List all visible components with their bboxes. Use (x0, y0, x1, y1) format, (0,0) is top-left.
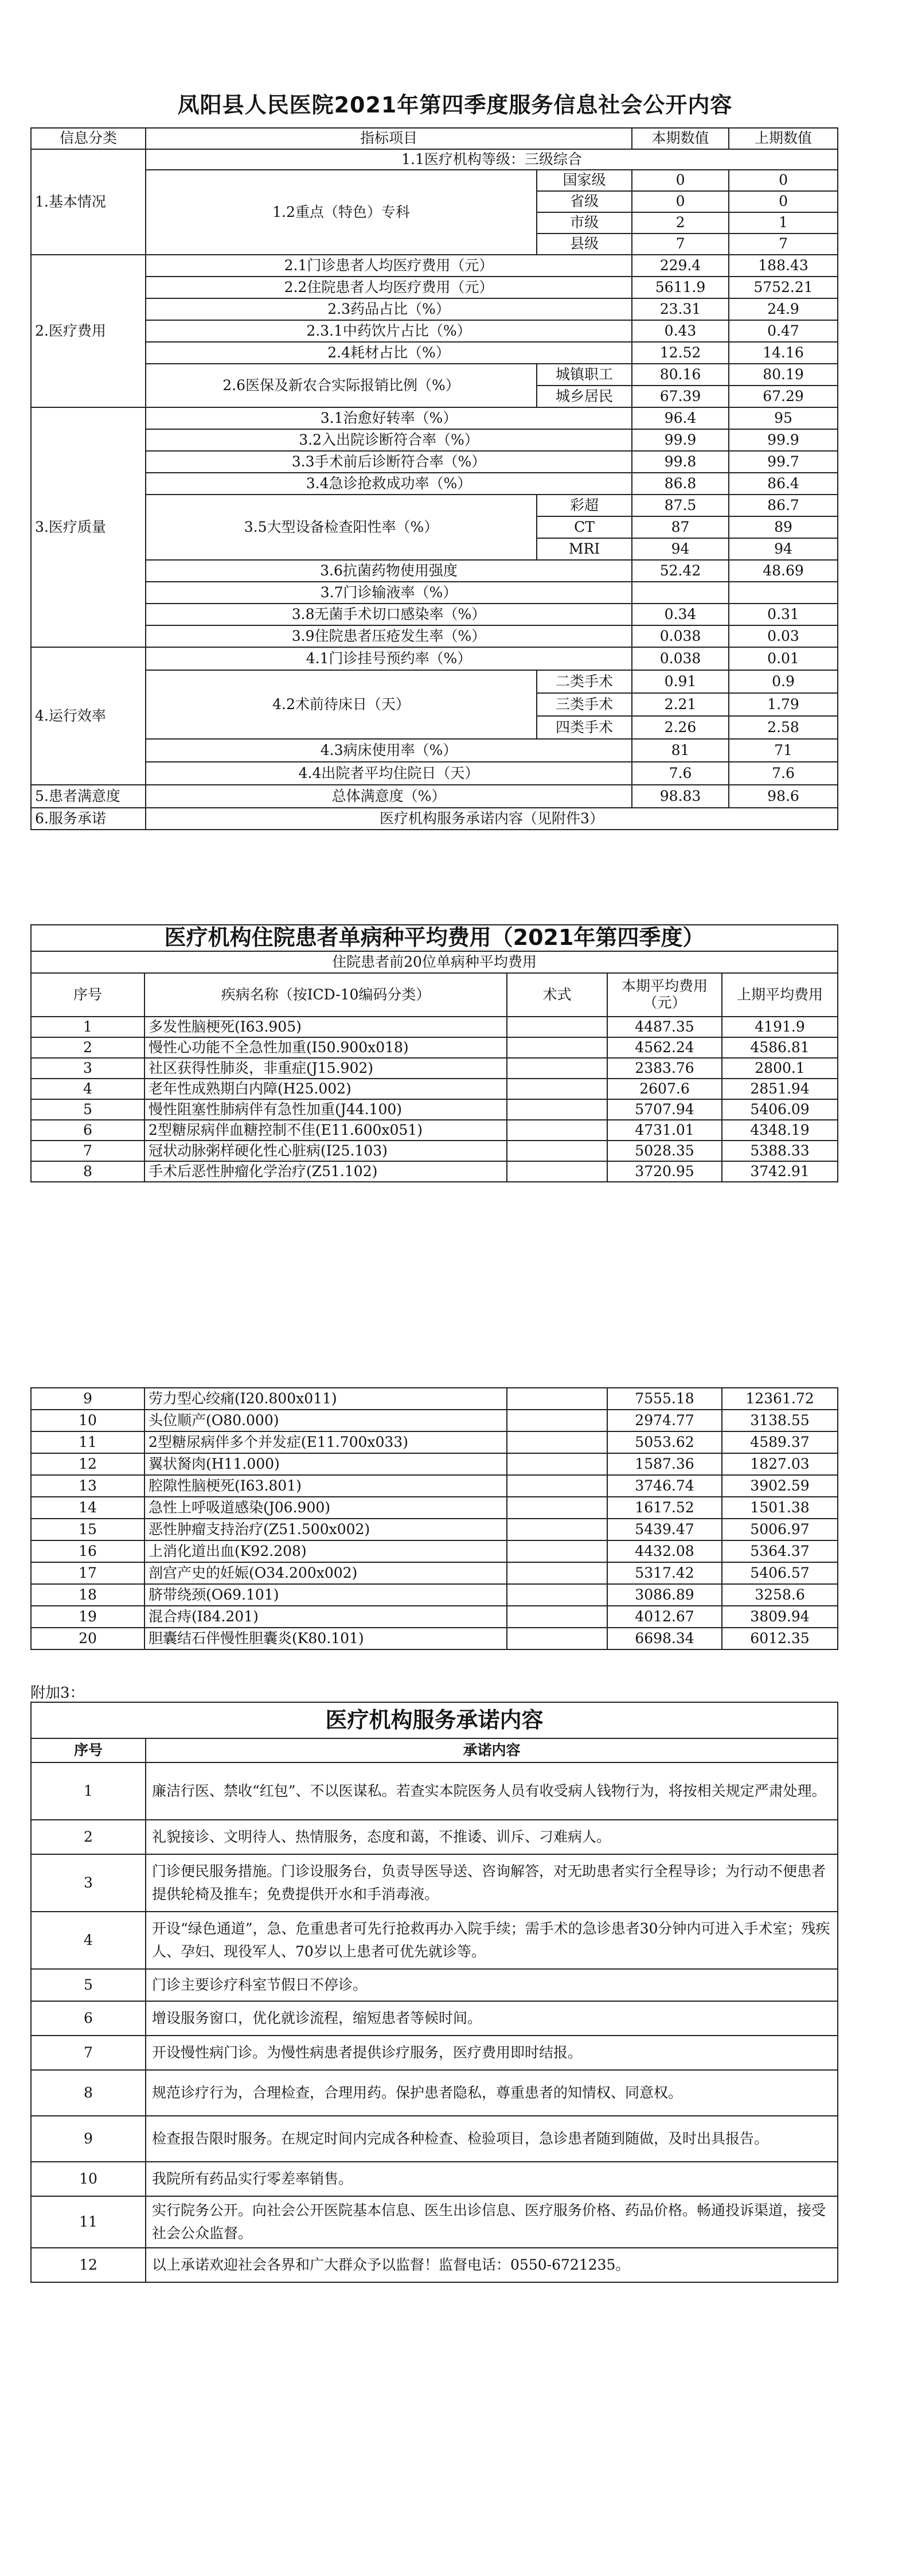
header-category: 信息分类 (31, 128, 146, 149)
specialty-prev: 0 (729, 170, 838, 191)
disease-no: 17 (31, 1562, 144, 1584)
appendix-label: 附加3： (30, 1684, 85, 1702)
specialty-cur: 0 (632, 191, 729, 212)
disease-current-cost: 3746.74 (607, 1475, 722, 1497)
promise-row (31, 2001, 838, 2036)
promise-no: 9 (31, 2116, 146, 2162)
quality-cur: 96.4 (632, 407, 729, 429)
disease-header-surgery: 术式 (507, 973, 607, 1017)
disease-name: 2型糖尿病伴血糖控制不佳(E11.600x051) (144, 1120, 507, 1141)
disease-previous-cost: 3742.91 (722, 1161, 838, 1182)
disease-previous-cost: 3902.59 (722, 1475, 838, 1497)
disease-name: 脐带绕颈(O69.101) (144, 1584, 507, 1606)
disease-name: 慢性阻塞性肺病伴有急性加重(J44.100) (144, 1099, 507, 1120)
disease-name: 社区获得性肺炎，非重症(J15.902) (144, 1058, 507, 1079)
disease-current-cost: 6698.34 (607, 1628, 722, 1649)
cost-item: 2.4耗材占比（%） (146, 342, 632, 364)
cost-cur: 0.43 (632, 320, 729, 342)
disease-previous-cost: 5388.33 (722, 1141, 838, 1161)
promise-row (31, 2162, 838, 2196)
disease-row (31, 1120, 838, 1141)
disease-surgery (507, 1141, 607, 1161)
disease-no: 6 (31, 1120, 144, 1141)
promise-row (31, 1762, 838, 1820)
cost-item: 2.3药品占比（%） (146, 298, 632, 320)
disease-no: 2 (31, 1037, 144, 1058)
disease-surgery (507, 1410, 607, 1431)
specialty-cur: 7 (632, 234, 729, 255)
quality-prev: 48.69 (729, 560, 838, 582)
disease-surgery (507, 1099, 607, 1120)
quality-cur: 0.34 (632, 604, 729, 625)
quality-prev: 99.7 (729, 451, 838, 473)
disease-previous-cost: 5006.97 (722, 1519, 838, 1540)
category-basic: 1.基本情况 (31, 149, 146, 255)
disease-previous-cost: 12361.72 (722, 1388, 838, 1410)
promise-row (31, 2070, 838, 2116)
hospital-level: 1.1医疗机构等级：三级综合 (146, 149, 838, 170)
promise-row (31, 1969, 838, 2001)
disease-current-cost: 4731.01 (607, 1120, 722, 1141)
header-previous: 上期数值 (729, 128, 838, 149)
insurance-prev: 80.19 (729, 364, 838, 386)
commitment-text: 医疗机构服务承诺内容（见附件3） (146, 808, 838, 830)
disease-row (31, 1410, 838, 1431)
disease-no: 11 (31, 1431, 144, 1453)
promise-no: 2 (31, 1820, 146, 1854)
disease-previous-cost: 3809.94 (722, 1606, 838, 1628)
specialty-prev: 7 (729, 234, 838, 255)
specialty-sub: 国家级 (537, 170, 632, 191)
efficiency-prev: 7.6 (729, 762, 838, 785)
promise-no: 11 (31, 2196, 146, 2248)
cost-item: 2.1门诊患者人均医疗费用（元） (146, 255, 632, 277)
cost-prev: 5752.21 (729, 277, 838, 298)
disease-row (31, 1606, 838, 1628)
disease-surgery (507, 1037, 607, 1058)
disease-surgery (507, 1058, 607, 1079)
page-title: 凤阳县人民医院2021年第四季度服务信息社会公开内容 (177, 92, 733, 118)
equipment-item: 3.5大型设备检查阳性率（%） (146, 495, 537, 560)
promise-row (31, 2116, 838, 2162)
specialty-sub: 省级 (537, 191, 632, 212)
quality-cur: 99.8 (632, 451, 729, 473)
disease-name: 胆囊结石伴慢性胆囊炎(K80.101) (144, 1628, 507, 1649)
disease-current-cost: 2607.6 (607, 1079, 722, 1099)
disease-table-part1 (30, 924, 838, 1182)
disease-name: 慢性心功能不全急性加重(I50.900x018) (144, 1037, 507, 1058)
info-table (30, 127, 838, 830)
cost-prev: 0.47 (729, 320, 838, 342)
disease-row (31, 1141, 838, 1161)
appointment-cur: 0.038 (632, 647, 729, 670)
disease-no: 5 (31, 1099, 144, 1120)
promise-text: 规范诊疗行为，合理检查，合理用药。保护患者隐私，尊重患者的知情权、同意权。 (146, 2070, 838, 2116)
disease-row (31, 1099, 838, 1120)
disease-row (31, 1562, 838, 1584)
promise-text: 礼貌接诊、文明待人、热情服务，态度和蔼，不推诿、训斥、刁难病人。 (146, 1820, 838, 1854)
efficiency-item: 4.4出院者平均住院日（天） (146, 762, 632, 785)
promise-text: 开设“绿色通道”，急、危重患者可先行抢救再办入院手续；需手术的急诊患者30分钟内可进入手术室；残疾人、孕妇、现役军人、70岁以上患者可优先就诊等。 (146, 1912, 838, 1969)
disease-previous-cost: 5406.57 (722, 1562, 838, 1584)
disease-no: 20 (31, 1628, 144, 1649)
disease-current-cost: 4012.67 (607, 1606, 722, 1628)
quality-prev (729, 582, 838, 604)
disease-no: 3 (31, 1058, 144, 1079)
equipment-sub: MRI (537, 538, 632, 560)
disease-current-cost: 4562.24 (607, 1037, 722, 1058)
disease-name: 混合痔(I84.201) (144, 1606, 507, 1628)
quality-item: 3.6抗菌药物使用强度 (146, 560, 632, 582)
promise-row (31, 2248, 838, 2282)
disease-surgery (507, 1388, 607, 1410)
quality-item: 3.9住院患者压疮发生率（%） (146, 625, 632, 647)
disease-no: 18 (31, 1584, 144, 1606)
promise-row (31, 1820, 838, 1854)
disease-surgery (507, 1017, 607, 1037)
quality-cur: 52.42 (632, 560, 729, 582)
disease-current-cost: 2383.76 (607, 1058, 722, 1079)
quality-cur: 86.8 (632, 473, 729, 495)
disease-section-title: 医疗机构住院患者单病种平均费用（2021年第四季度） (31, 925, 838, 951)
cost-prev: 14.16 (729, 342, 838, 364)
quality-prev: 0.03 (729, 625, 838, 647)
disease-no: 16 (31, 1540, 144, 1562)
disease-current-cost: 4432.08 (607, 1540, 722, 1562)
quality-item: 3.8无菌手术切口感染率（%） (146, 604, 632, 625)
disease-name: 急性上呼吸道感染(J06.900) (144, 1497, 507, 1519)
insurance-sub: 城乡居民 (537, 386, 632, 407)
disease-current-cost: 2974.77 (607, 1410, 722, 1431)
equipment-prev: 86.7 (729, 495, 838, 516)
wait-cur: 2.21 (632, 693, 729, 716)
equipment-sub: 彩超 (537, 495, 632, 516)
disease-surgery (507, 1079, 607, 1099)
disease-previous-cost: 3138.55 (722, 1410, 838, 1431)
specialty-sub: 县级 (537, 234, 632, 255)
disease-current-cost: 4487.35 (607, 1017, 722, 1037)
category-quality: 3.医疗质量 (31, 407, 146, 647)
promise-no: 1 (31, 1762, 146, 1820)
promise-header-no: 序号 (31, 1738, 146, 1762)
wait-sub: 三类手术 (537, 693, 632, 716)
disease-row (31, 1453, 838, 1475)
disease-row (31, 1388, 838, 1410)
satisfaction-item: 总体满意度（%） (146, 785, 632, 808)
disease-no: 10 (31, 1410, 144, 1431)
disease-no: 12 (31, 1453, 144, 1475)
promise-text: 我院所有药品实行零差率销售。 (146, 2162, 838, 2196)
promise-text: 廉洁行医、禁收“红包”、不以医谋私。若查实本院医务人员有收受病人钱物行为，将按相关规定严肃处理。 (146, 1762, 838, 1820)
disease-previous-cost: 4589.37 (722, 1431, 838, 1453)
category-commitment: 6.服务承诺 (31, 808, 146, 830)
disease-current-cost: 5317.42 (607, 1562, 722, 1584)
insurance-item: 2.6医保及新农合实际报销比例（%） (146, 364, 537, 407)
insurance-sub: 城镇职工 (537, 364, 632, 386)
disease-current-cost: 3086.89 (607, 1584, 722, 1606)
disease-name: 冠状动脉粥样硬化性心脏病(I25.103) (144, 1141, 507, 1161)
disease-name: 手术后恶性肿瘤化学治疗(Z51.102) (144, 1161, 507, 1182)
disease-no: 14 (31, 1497, 144, 1519)
wait-sub: 四类手术 (537, 716, 632, 739)
disease-no: 1 (31, 1017, 144, 1037)
quality-prev: 99.9 (729, 429, 838, 451)
cost-cur: 12.52 (632, 342, 729, 364)
disease-current-cost: 1587.36 (607, 1453, 722, 1475)
disease-header-no: 序号 (31, 973, 144, 1017)
promise-text: 开设慢性病门诊。为慢性病患者提供诊疗服务，医疗费用即时结报。 (146, 2036, 838, 2070)
quality-prev: 86.4 (729, 473, 838, 495)
promise-no: 10 (31, 2162, 146, 2196)
disease-name: 头位顺产(O80.000) (144, 1410, 507, 1431)
promise-section-title: 医疗机构服务承诺内容 (31, 1702, 838, 1738)
appointment-prev: 0.01 (729, 647, 838, 670)
promise-no: 4 (31, 1912, 146, 1969)
disease-current-cost: 7555.18 (607, 1388, 722, 1410)
disease-row (31, 1161, 838, 1182)
info-header-row (31, 128, 838, 149)
cost-cur: 229.4 (632, 255, 729, 277)
promise-text: 实行院务公开。向社会公开医院基本信息、医生出诊信息、医疗服务价格、药品价格。畅通投诉渠道，接受社会公众监督。 (146, 2196, 838, 2248)
specialty-sub: 市级 (537, 212, 632, 234)
wait-sub: 二类手术 (537, 670, 632, 693)
disease-no: 7 (31, 1141, 144, 1161)
disease-surgery (507, 1475, 607, 1497)
cost-prev: 188.43 (729, 255, 838, 277)
disease-name: 2型糖尿病伴多个并发症(E11.700x033) (144, 1431, 507, 1453)
disease-previous-cost: 2800.1 (722, 1058, 838, 1079)
promise-row (31, 2196, 838, 2248)
disease-row (31, 1497, 838, 1519)
wait-prev: 0.9 (729, 670, 838, 693)
promise-header-content: 承诺内容 (146, 1738, 838, 1762)
disease-header-current: 本期平均费用（元） (607, 973, 722, 1017)
equipment-prev: 94 (729, 538, 838, 560)
disease-header-name: 疾病名称（按ICD-10编码分类） (144, 973, 507, 1017)
category-cost: 2.医疗费用 (31, 255, 146, 407)
disease-previous-cost: 6012.35 (722, 1628, 838, 1649)
efficiency-cur: 81 (632, 739, 729, 762)
promise-no: 6 (31, 2001, 146, 2036)
header-current: 本期数值 (632, 128, 729, 149)
disease-name: 劳力型心绞痛(I20.800x011) (144, 1388, 507, 1410)
equipment-prev: 89 (729, 516, 838, 538)
disease-name: 腔隙性脑梗死(I63.801) (144, 1475, 507, 1497)
promise-no: 7 (31, 2036, 146, 2070)
equipment-sub: CT (537, 516, 632, 538)
disease-name: 翼状胬肉(H11.000) (144, 1453, 507, 1475)
disease-row (31, 1628, 838, 1649)
quality-item: 3.2入出院诊断符合率（%） (146, 429, 632, 451)
disease-row (31, 1431, 838, 1453)
disease-surgery (507, 1120, 607, 1141)
promise-text: 门诊主要诊疗科室节假日不停诊。 (146, 1969, 838, 2001)
key-specialty-label: 1.2重点（特色）专科 (146, 170, 537, 255)
promise-row (31, 1912, 838, 1969)
disease-row (31, 1519, 838, 1540)
promise-text: 增设服务窗口，优化就诊流程，缩短患者等候时间。 (146, 2001, 838, 2036)
disease-previous-cost: 5364.37 (722, 1540, 838, 1562)
disease-surgery (507, 1584, 607, 1606)
disease-current-cost: 5028.35 (607, 1141, 722, 1161)
disease-row (31, 1017, 838, 1037)
category-efficiency: 4.运行效率 (31, 647, 146, 785)
promise-text: 以上承诺欢迎社会各界和广大群众予以监督！监督电话：0550-6721235。 (146, 2248, 838, 2282)
insurance-cur: 67.39 (632, 386, 729, 407)
disease-previous-cost: 1827.03 (722, 1453, 838, 1475)
promise-row (31, 1854, 838, 1912)
disease-surgery (507, 1606, 607, 1628)
cost-cur: 5611.9 (632, 277, 729, 298)
disease-surgery (507, 1540, 607, 1562)
disease-name: 恶性肿瘤支持治疗(Z51.500x002) (144, 1519, 507, 1540)
specialty-cur: 0 (632, 170, 729, 191)
disease-row (31, 1058, 838, 1079)
quality-item: 3.1治愈好转率（%） (146, 407, 632, 429)
disease-no: 8 (31, 1161, 144, 1182)
disease-name: 老年性成熟期白内障(H25.002) (144, 1079, 507, 1099)
disease-current-cost: 1617.52 (607, 1497, 722, 1519)
promise-text: 门诊便民服务措施。门诊设服务台，负责导医导送、咨询解答，对无助患者实行全程导诊；为行动不便患者提供轮椅及推车；免费提供开水和手消毒液。 (146, 1854, 838, 1912)
disease-current-cost: 5439.47 (607, 1519, 722, 1540)
disease-current-cost: 3720.95 (607, 1161, 722, 1182)
equipment-cur: 94 (632, 538, 729, 560)
disease-no: 15 (31, 1519, 144, 1540)
satisfaction-prev: 98.6 (729, 785, 838, 808)
disease-no: 9 (31, 1388, 144, 1410)
disease-row (31, 1037, 838, 1058)
disease-previous-cost: 2851.94 (722, 1079, 838, 1099)
promise-no: 5 (31, 1969, 146, 2001)
disease-section-subtitle: 住院患者前20位单病种平均费用 (31, 951, 838, 973)
wait-prev: 2.58 (729, 716, 838, 739)
disease-surgery (507, 1562, 607, 1584)
quality-prev: 95 (729, 407, 838, 429)
disease-surgery (507, 1453, 607, 1475)
appointment-item: 4.1门诊挂号预约率（%） (146, 647, 632, 670)
specialty-prev: 0 (729, 191, 838, 212)
disease-header-previous: 上期平均费用 (722, 973, 838, 1017)
equipment-cur: 87.5 (632, 495, 729, 516)
quality-cur: 0.038 (632, 625, 729, 647)
disease-previous-cost: 5406.09 (722, 1099, 838, 1120)
disease-current-cost: 5707.94 (607, 1099, 722, 1120)
disease-name: 剖宫产史的妊娠(O34.200x002) (144, 1562, 507, 1584)
disease-current-cost: 5053.62 (607, 1431, 722, 1453)
disease-row (31, 1584, 838, 1606)
promise-table (30, 1702, 838, 2283)
efficiency-item: 4.3病床使用率（%） (146, 739, 632, 762)
cost-item: 2.3.1中药饮片占比（%） (146, 320, 632, 342)
disease-table-part2 (30, 1387, 838, 1650)
quality-cur (632, 582, 729, 604)
cost-prev: 24.9 (729, 298, 838, 320)
efficiency-prev: 71 (729, 739, 838, 762)
specialty-cur: 2 (632, 212, 729, 234)
disease-no: 13 (31, 1475, 144, 1497)
disease-name: 多发性脑梗死(I63.905) (144, 1017, 507, 1037)
promise-no: 12 (31, 2248, 146, 2282)
promise-row (31, 2036, 838, 2070)
disease-no: 4 (31, 1079, 144, 1099)
promise-no: 3 (31, 1854, 146, 1912)
satisfaction-cur: 98.83 (632, 785, 729, 808)
disease-row (31, 1079, 838, 1099)
specialty-prev: 1 (729, 212, 838, 234)
disease-previous-cost: 4191.9 (722, 1017, 838, 1037)
disease-previous-cost: 4586.81 (722, 1037, 838, 1058)
equipment-cur: 87 (632, 516, 729, 538)
disease-row (31, 1540, 838, 1562)
quality-prev: 0.31 (729, 604, 838, 625)
insurance-cur: 80.16 (632, 364, 729, 386)
quality-item: 3.4急诊抢救成功率（%） (146, 473, 632, 495)
disease-name: 上消化道出血(K92.208) (144, 1540, 507, 1562)
disease-previous-cost: 3258.6 (722, 1584, 838, 1606)
promise-no: 8 (31, 2070, 146, 2116)
quality-item: 3.7门诊输液率（%） (146, 582, 632, 604)
disease-surgery (507, 1431, 607, 1453)
wait-cur: 0.91 (632, 670, 729, 693)
wait-prev: 1.79 (729, 693, 838, 716)
insurance-prev: 67.29 (729, 386, 838, 407)
disease-surgery (507, 1519, 607, 1540)
disease-previous-cost: 1501.38 (722, 1497, 838, 1519)
wait-item: 4.2术前待床日（天） (146, 670, 537, 739)
disease-surgery (507, 1628, 607, 1649)
disease-row (31, 1475, 838, 1497)
disease-no: 19 (31, 1606, 144, 1628)
disease-previous-cost: 4348.19 (722, 1120, 838, 1141)
disease-surgery (507, 1497, 607, 1519)
cost-cur: 23.31 (632, 298, 729, 320)
cost-item: 2.2住院患者人均医疗费用（元） (146, 277, 632, 298)
header-item: 指标项目 (146, 128, 632, 149)
efficiency-cur: 7.6 (632, 762, 729, 785)
disease-surgery (507, 1161, 607, 1182)
quality-cur: 99.9 (632, 429, 729, 451)
wait-cur: 2.26 (632, 716, 729, 739)
category-satisfaction: 5.患者满意度 (31, 785, 146, 808)
quality-item: 3.3手术前后诊断符合率（%） (146, 451, 632, 473)
promise-text: 检查报告限时服务。在规定时间内完成各种检查、检验项目，急诊患者随到随做，及时出具报告。 (146, 2116, 838, 2162)
